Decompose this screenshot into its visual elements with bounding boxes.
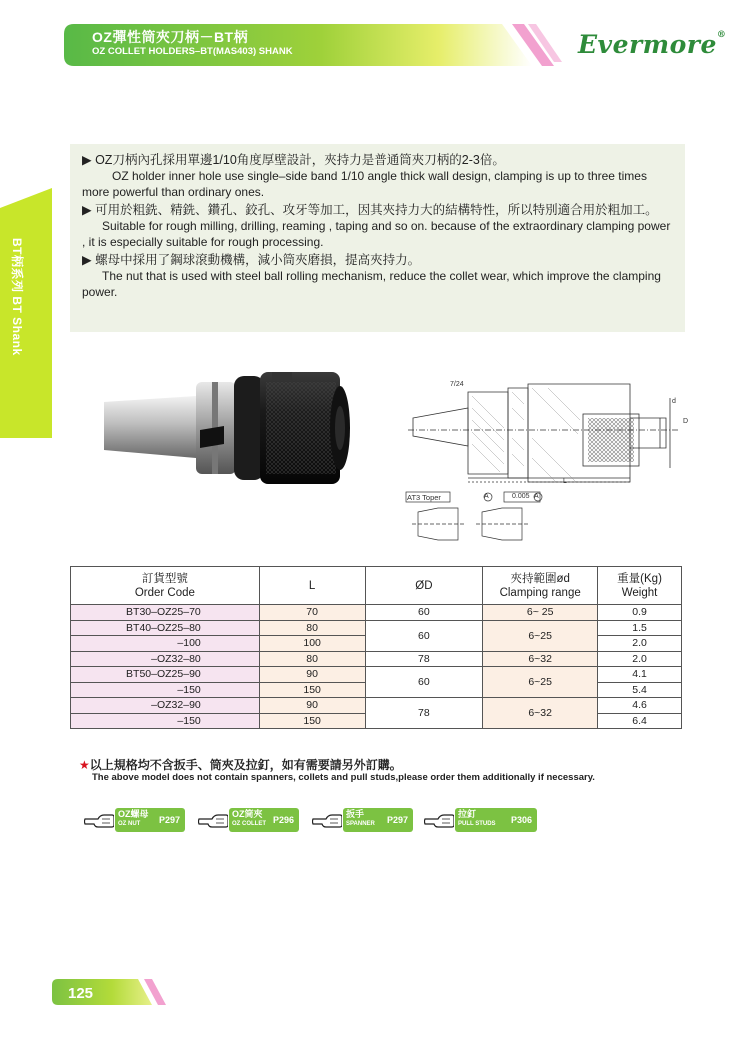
- ref-oz-collet-button[interactable]: [198, 808, 302, 834]
- ref-label-en: OZ COLLET: [232, 821, 266, 827]
- drawing-label-tolerance: 0.005: [512, 493, 530, 500]
- ref-label-zh: OZ筒夾: [232, 809, 263, 819]
- header-banner: [62, 22, 562, 68]
- header-weight-en: Weight: [621, 586, 658, 599]
- drawing-label-datum-ref: A: [534, 493, 539, 500]
- ref-page: P296: [273, 815, 295, 825]
- cell-L: 90: [259, 698, 365, 714]
- cell-D: 78: [365, 651, 483, 667]
- description-en-3: The nut that is used with steel ball rolling mechanism, reduce the collet wear, which improve the clamping power.: [82, 269, 661, 299]
- ref-badge: [455, 808, 537, 832]
- cell-order-code: BT50–OZ25–90: [71, 667, 260, 683]
- ref-badge: [115, 808, 185, 832]
- description-box: [70, 144, 685, 332]
- side-tab-label: BT柄系列 BT Shank: [10, 238, 24, 356]
- table-row: [71, 605, 682, 621]
- cell-range: 6~32: [483, 651, 598, 667]
- cell-order-code: –100: [71, 636, 260, 652]
- ref-label-en: SPANNER: [346, 821, 375, 827]
- cell-L: 90: [259, 667, 365, 683]
- cell-weight: 4.6: [598, 698, 682, 714]
- ref-spanner-button[interactable]: [312, 808, 416, 834]
- page-subtitle: OZ COLLET HOLDERS–BT(MAS403) SHANK: [92, 46, 293, 57]
- header-weight: [598, 567, 682, 605]
- cell-D: 78: [365, 698, 483, 729]
- ref-label-zh: 扳手: [346, 809, 365, 819]
- description-en-2: Suitable for rough milling, drilling, reaming , taping and so on. because of the extraordinary clamping power , it is especially suitable for rough processing.: [82, 219, 671, 249]
- cell-weight: 1.5: [598, 620, 682, 636]
- header-range-en: Clamping range: [499, 586, 581, 599]
- star-icon: ★: [79, 758, 90, 772]
- table-row: [71, 698, 682, 714]
- cell-L: 80: [259, 651, 365, 667]
- cell-order-code: BT40–OZ25–80: [71, 620, 260, 636]
- cell-order-code: –OZ32–80: [71, 651, 260, 667]
- product-photo: [100, 368, 360, 490]
- header-range-zh: 夾持範圍ød: [510, 572, 570, 585]
- header-clamping-range: [483, 567, 598, 605]
- table-row: [71, 620, 682, 636]
- spec-table: [70, 566, 682, 729]
- drawing-label-d: d: [672, 398, 676, 405]
- pointing-hand-icon: [424, 811, 454, 829]
- cell-order-code: –150: [71, 713, 260, 729]
- note-zh: [79, 756, 402, 773]
- cell-weight: 0.9: [598, 605, 682, 621]
- ref-page: P306: [511, 815, 533, 825]
- header-weight-zh: 重量(Kg): [617, 572, 662, 585]
- ref-label-en: OZ NUT: [118, 821, 141, 827]
- cell-order-code: –150: [71, 682, 260, 698]
- page-title: OZ彈性筒夾刀柄－BT柄: [92, 29, 249, 45]
- ref-page: P297: [387, 815, 409, 825]
- cell-weight: 4.1: [598, 667, 682, 683]
- cell-L: 80: [259, 620, 365, 636]
- ref-badge: [229, 808, 299, 832]
- brand-logo: [578, 30, 726, 59]
- cell-range: 6~ 25: [483, 605, 598, 621]
- header-order-code-en: Order Code: [134, 586, 195, 599]
- brand-reg-mark: ®: [716, 30, 727, 40]
- description-zh-1: ▶ OZ刀柄內孔採用單邊1/10角度厚壁設計，夾持力是普通筒夾刀柄的2-3倍。: [82, 153, 505, 167]
- cell-L: 100: [259, 636, 365, 652]
- ref-page: P297: [159, 815, 181, 825]
- description-zh-3: ▶ 螺母中採用了鋼球滾動機構，減小筒夾磨損，提高夾持力。: [82, 253, 421, 267]
- ref-pull-studs-button[interactable]: [424, 808, 540, 834]
- ref-label-zh: OZ螺母: [118, 809, 149, 819]
- description-zh-2: ▶ 可用於粗銑、精銑、鑽孔、鉸孔、攻牙等加工，因其夾持力大的結構特性，所以特別適合用於粗加工。: [82, 203, 658, 217]
- technical-drawing: [408, 378, 680, 490]
- description-en-1: OZ holder inner hole use single–side band 1/10 angle thick wall design, clamping is up to three times more powerful than ordinary ones.: [82, 169, 647, 199]
- table-row: [71, 667, 682, 683]
- table-header-row: [71, 567, 682, 605]
- note-zh-text: 以上規格均不含扳手、筒夾及拉釘，如有需要請另外訂購。: [89, 758, 402, 772]
- header-D: ØD: [365, 567, 483, 605]
- pointing-hand-icon: [84, 811, 114, 829]
- header-L: L: [259, 567, 365, 605]
- cell-D: 60: [365, 605, 483, 621]
- page-number: 125: [68, 985, 94, 1002]
- note-en: The above model does not contain spanners, collets and pull studs,please order them additionally if necessary.: [92, 772, 595, 783]
- brand-name: Evermore: [578, 30, 717, 59]
- cell-L: 150: [259, 713, 365, 729]
- drawing-label-datum: A: [484, 493, 489, 500]
- cell-range: 6~25: [483, 620, 598, 651]
- cell-L: 150: [259, 682, 365, 698]
- cell-weight: 2.0: [598, 636, 682, 652]
- cell-range: 6~32: [483, 698, 598, 729]
- ref-badge: [343, 808, 413, 832]
- ref-label-zh: 拉釘: [458, 809, 477, 819]
- drawing-label-D: D: [683, 418, 689, 425]
- table-row: [71, 651, 682, 667]
- cell-weight: 2.0: [598, 651, 682, 667]
- cell-weight: 5.4: [598, 682, 682, 698]
- cell-D: 60: [365, 620, 483, 651]
- pointing-hand-icon: [198, 811, 228, 829]
- ref-label-en: PULL STUDS: [458, 821, 496, 827]
- pointing-hand-icon: [312, 811, 342, 829]
- side-tab-shape: [0, 188, 52, 438]
- cell-L: 70: [259, 605, 365, 621]
- cell-weight: 6.4: [598, 713, 682, 729]
- drawing-label-L: L: [563, 478, 567, 485]
- cell-D: 60: [365, 667, 483, 698]
- ref-oz-nut-button[interactable]: [84, 808, 188, 834]
- cell-order-code: –OZ32–90: [71, 698, 260, 714]
- header-order-code-zh: 訂貨型號: [141, 572, 188, 585]
- drawing-label-at3: AT3 Toper: [407, 493, 441, 502]
- cell-range: 6~25: [483, 667, 598, 698]
- drawing-label-taper: 7/24: [450, 381, 464, 388]
- header-order-code: [71, 567, 260, 605]
- cell-order-code: BT30–OZ25–70: [71, 605, 260, 621]
